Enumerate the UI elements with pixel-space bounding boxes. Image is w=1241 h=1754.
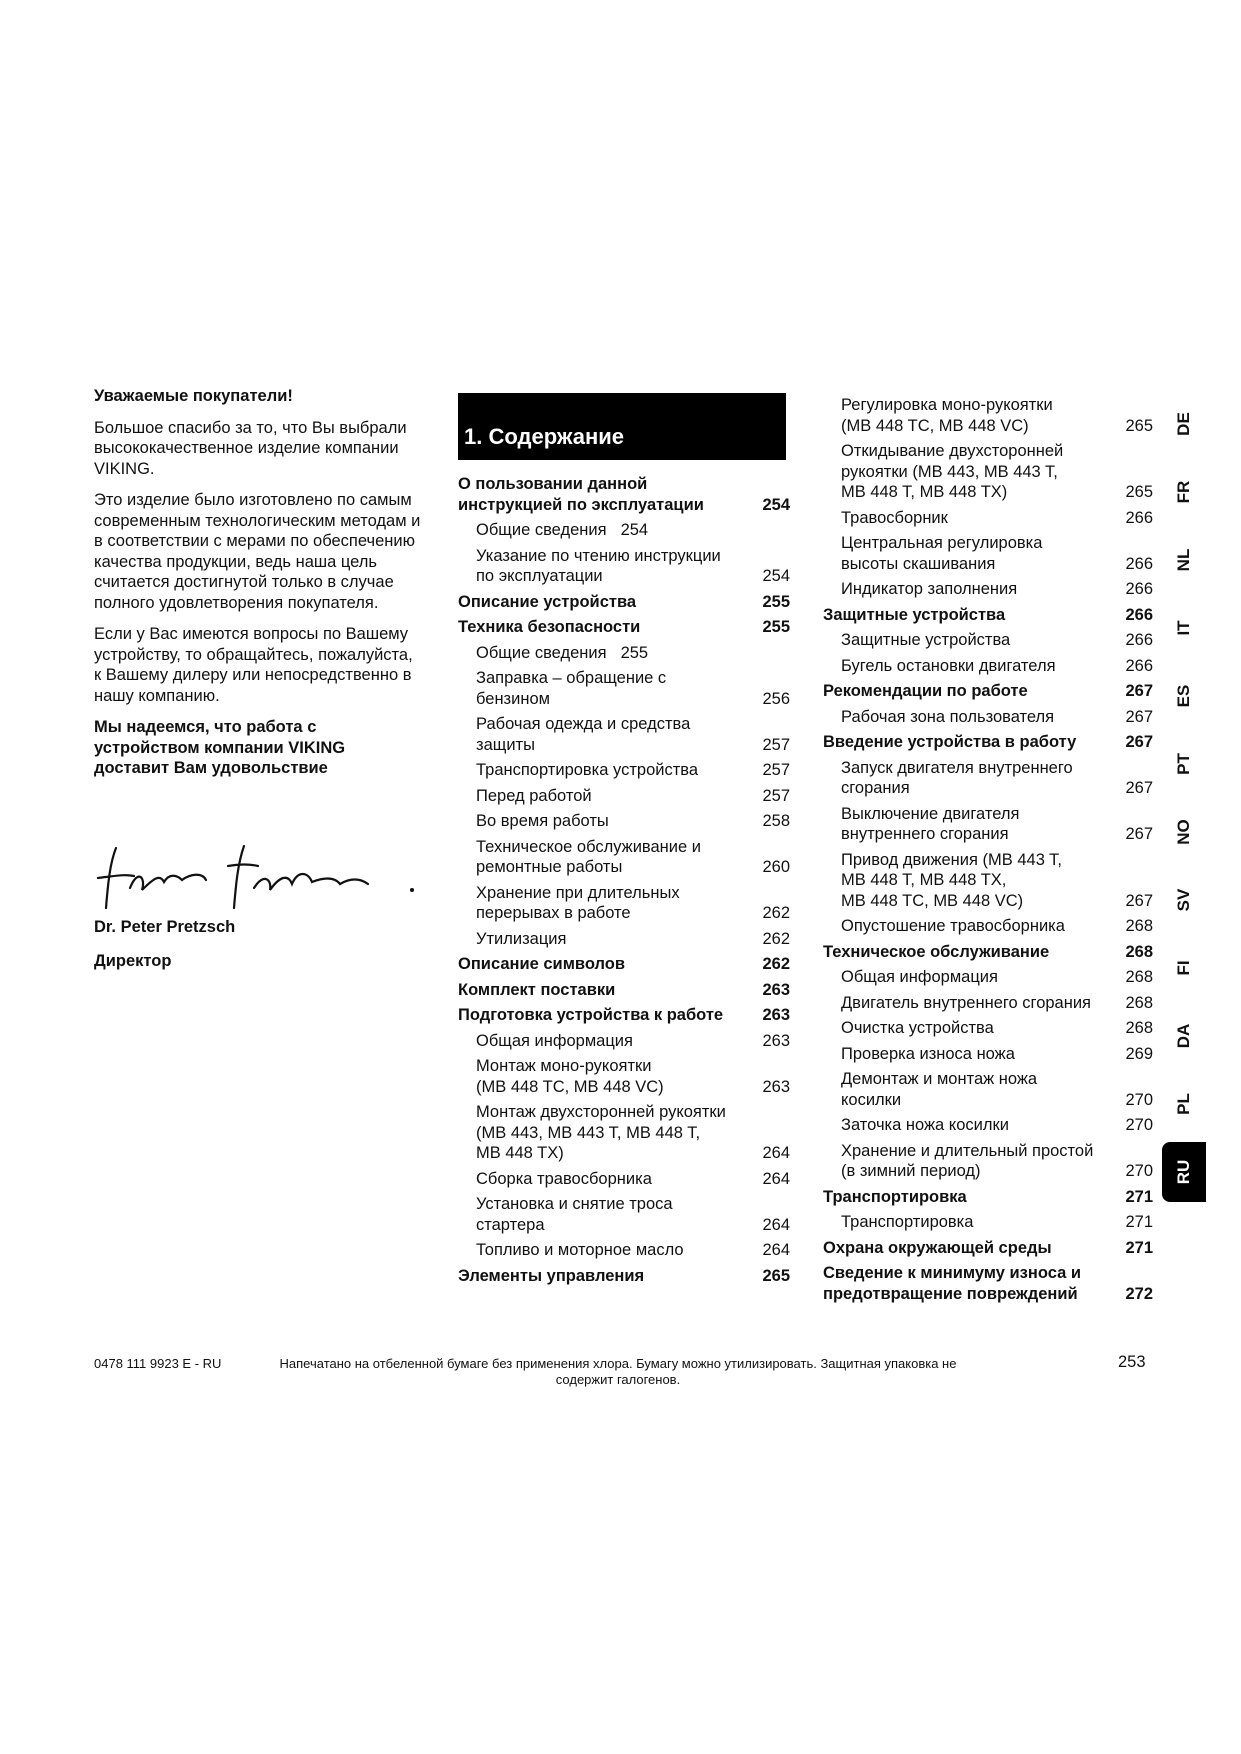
toc-entry-title: Выключение двигателя внутреннего сгорания [841,804,1020,843]
language-tab-label: DA [1174,1023,1193,1049]
document-code: 0478 111 9923 E - RU [94,1356,222,1371]
toc-entry-page: 267 [1125,779,1153,797]
toc-entry-title: Откидывание двухсторонней рукоятки (MB 443, MB 443 T, MB 448 T, MB 448 TX) [841,442,1064,501]
toc-entry-title: Перед работой [476,786,592,805]
toc-entry-title: Защитные устройства [823,605,1006,624]
toc-entry-page: 260 [762,858,790,876]
language-tab-label: RU [1174,1159,1193,1185]
language-tab-label: DE [1174,412,1193,436]
language-tab-label: SV [1174,888,1193,912]
toc-entry-title: Демонтаж и монтаж ножа косилки [841,1070,1038,1109]
language-tab-label: NO [1174,819,1193,845]
letter-paragraph: Если у Вас имеются вопросы по Вашему устройству, то обращайтесь, пожалуйста, к Вашему дилеру или непосредственно в нашу компанию. [94,625,413,705]
language-tab-no[interactable] [1162,798,1206,866]
toc-subsection[interactable] [823,758,1153,799]
toc-entry-title: Индикатор заполнения [841,580,1018,598]
toc-subsection[interactable] [823,993,1153,1014]
toc-subsection[interactable] [458,811,790,832]
toc-heading: 1. Содержание [464,424,624,449]
toc-section[interactable] [823,1238,1153,1259]
toc-entry-title: Опустошение травосборника [841,917,1065,935]
toc-column-right [823,395,1153,1309]
toc-entry-title: Рекомендации по работе [823,682,1028,700]
toc-entry-title: Техника безопасности [458,618,641,636]
toc-subsection[interactable] [458,520,790,541]
toc-subsection[interactable] [823,967,1153,988]
language-tab-label: FR [1174,480,1193,504]
letter-paragraph: Большое спасибо за то, что Вы выбрали высококачественное изделие компании VIKING. [94,418,407,478]
toc-entry-title: Хранение при длительных перерывах в работе [476,883,680,922]
toc-entry-page: 266 [1125,580,1153,598]
toc-entry-title: Очистка устройства [841,1019,994,1037]
toc-entry-page: 267 [1125,733,1153,751]
toc-subsection[interactable] [458,1169,790,1190]
toc-entry-title: Двигатель внутреннего сгорания [841,993,1091,1012]
toc-entry-page: 272 [1125,1284,1153,1303]
toc-entry-page: 270 [1125,1116,1153,1134]
toc-subsection[interactable] [823,395,1153,436]
toc-entry-title: Во время работы [476,812,609,830]
language-tab-fr[interactable] [1162,458,1206,526]
toc-subsection[interactable] [823,916,1153,937]
toc-subsection[interactable] [458,929,790,950]
toc-entry-title: Техническое обслуживание [823,942,1050,961]
letter [94,386,424,790]
toc-entry-page: 268 [1125,968,1153,986]
toc-section[interactable] [458,617,790,638]
toc-section[interactable] [458,980,790,1001]
toc-entry-title: Транспортировка [823,1187,967,1206]
toc-entry-title: Регулировка моно-рукоятки (MB 448 TC, MB 448 VC) [841,396,1053,435]
toc-entry-title: Транспортировка устройства [476,761,699,779]
toc-entry-page: 262 [762,904,790,922]
language-tab-label: FI [1174,960,1193,976]
toc-entry-title: Проверка износа ножа [841,1044,1015,1063]
toc-subsection[interactable] [458,668,790,709]
toc-subsection[interactable] [458,760,790,781]
toc-entry-title: Общая информация [841,968,998,986]
toc-entry-page: 268 [1125,942,1153,961]
letter-greeting: Уважаемые покупатели! [94,387,293,405]
toc-heading-block [458,393,786,460]
toc-entry-page: 256 [762,689,790,708]
toc-entry-title: Установка и снятие троса стартера [476,1195,673,1234]
toc-subsection[interactable] [823,579,1153,600]
toc-entry-page: 255 [762,618,790,636]
toc-section[interactable] [458,474,790,515]
language-tabs [1162,390,1206,1202]
language-tab-label: ES [1174,684,1193,708]
toc-subsection[interactable] [823,508,1153,529]
toc-subsection[interactable] [458,546,790,587]
toc-section[interactable] [823,732,1153,753]
toc-entry-page: 270 [1125,1090,1153,1109]
toc-entry-title: Подготовка устройства к работе [458,1006,724,1024]
language-tab-it[interactable] [1162,594,1206,662]
language-tab-label: PT [1174,753,1193,775]
toc-subsection[interactable] [458,1240,790,1261]
toc-entry-title: Сведение к минимуму износа и предотвращение повреждений [823,1264,1081,1303]
language-tab-da[interactable] [1162,1002,1206,1070]
toc-subsection[interactable] [823,1018,1153,1039]
toc-subsection[interactable] [458,643,790,664]
toc-entry-page: 271 [1125,1213,1153,1231]
toc-entry-title: Охрана окружающей среды [823,1238,1052,1257]
toc-entry-page: 271 [1125,1238,1153,1257]
toc-entry-title: Заточка ножа косилки [841,1116,1009,1134]
toc-entry-page: 255 [762,592,790,611]
toc-column-middle [458,474,790,1291]
toc-subsection[interactable] [823,850,1153,912]
toc-entry-page: 268 [1125,993,1153,1012]
toc-entry-page: 270 [1125,1162,1153,1180]
toc-entry-title: Хранение и длительный простой (в зимний период) [841,1141,1094,1180]
toc-entry-page: 255 [620,643,649,662]
toc-entry-title: Описание устройства [458,592,637,611]
toc-subsection[interactable] [823,533,1153,574]
toc-entry-title: Утилизация [476,929,567,948]
toc-entry-page: 271 [1125,1187,1153,1206]
language-tab-label: PL [1174,1093,1193,1115]
toc-subsection[interactable] [823,1212,1153,1233]
signature-image [94,838,434,918]
toc-entry-page: 269 [1125,1044,1153,1063]
toc-entry-title: Общие сведения [476,643,607,662]
toc-subsection[interactable] [823,707,1153,728]
toc-entry-page: 264 [762,1169,790,1188]
letter-closing: Мы надеемся, что работа с устройством компании VIKING доставит Вам удовольствие [94,718,346,777]
toc-entry-page: 258 [762,812,790,830]
toc-entry-page: 262 [762,929,790,948]
signer-title: Директор [94,952,172,970]
toc-entry-title: Техническое обслуживание и ремонтные работы [476,837,701,876]
toc-entry-title: Сборка травосборника [476,1169,652,1188]
toc-subsection[interactable] [458,1194,790,1235]
toc-subsection[interactable] [458,837,790,878]
toc-entry-page: 265 [762,1266,790,1285]
toc-entry-page: 263 [762,1077,790,1096]
letter-paragraph: Это изделие было изготовлено по самым современным технологическим методам и в соответствии с мерами по обеспечению качества продукции, ведь наша цель считается достигнутой только в случае полного удовлетворения покупателя. [94,491,421,612]
language-tab-sv[interactable] [1162,866,1206,934]
toc-entry-page: 262 [762,955,790,973]
toc-entry-title: Описание символов [458,955,625,973]
toc-subsection[interactable] [458,714,790,755]
toc-entry-title: Защитные устройства [841,631,1011,649]
toc-subsection[interactable] [458,1056,790,1097]
toc-entry-page: 257 [762,735,790,754]
toc-entry-page: 266 [1125,554,1153,573]
toc-entry-page: 257 [762,786,790,805]
toc-section[interactable] [823,1263,1153,1304]
toc-subsection[interactable] [458,1031,790,1052]
toc-section[interactable] [823,942,1153,963]
toc-entry-page: 268 [1125,917,1153,935]
toc-entry-page: 264 [762,1144,790,1162]
toc-entry-page: 267 [1125,682,1153,700]
toc-subsection[interactable] [458,883,790,924]
toc-entry-title: Привод движения (MB 443 T, MB 448 T, MB 448 TX, MB 448 TC, MB 448 VC) [841,850,1063,910]
toc-subsection[interactable] [823,1069,1153,1110]
toc-entry-page: 263 [762,980,790,999]
toc-section[interactable] [823,1187,1153,1208]
page-number: 253 [1118,1353,1146,1371]
toc-entry-page: 268 [1125,1019,1153,1037]
toc-subsection[interactable] [823,656,1153,677]
toc-entry-page: 267 [1125,891,1153,910]
toc-subsection[interactable] [458,786,790,807]
language-tab-pt[interactable] [1162,730,1206,798]
toc-entry-title: Транспортировка [841,1213,974,1231]
toc-entry-page: 267 [1125,707,1153,726]
toc-entry-title: Монтаж двухсторонней рукоятки (MB 443, MB 443 T, MB 448 T, MB 448 TX) [476,1103,726,1162]
toc-entry-page: 264 [762,1215,790,1234]
toc-entry-title: Общие сведения [476,521,607,539]
toc-entry-page: 266 [1125,605,1153,624]
toc-section[interactable] [458,954,790,975]
toc-section[interactable] [823,681,1153,702]
language-tab-label: NL [1174,548,1193,572]
toc-section[interactable] [458,1266,790,1287]
language-tab-nl[interactable] [1162,526,1206,594]
toc-entry-page: 265 [1125,483,1153,501]
toc-entry-title: Рабочая одежда и средства защиты [476,715,691,754]
language-tab-pl[interactable] [1162,1070,1206,1138]
toc-entry-page: 263 [762,1031,790,1050]
toc-subsection[interactable] [458,1102,790,1164]
toc-subsection[interactable] [823,1141,1153,1182]
toc-entry-page: 266 [1125,631,1153,649]
toc-subsection[interactable] [823,1044,1153,1065]
signer-name: Dr. Peter Pretzsch [94,918,236,936]
toc-subsection[interactable] [823,804,1153,845]
toc-section[interactable] [458,1005,790,1026]
language-tab-fi[interactable] [1162,934,1206,1002]
toc-entry-page: 264 [762,1241,790,1259]
toc-entry-title: Элементы управления [458,1266,645,1285]
toc-entry-title: Общая информация [476,1031,633,1050]
toc-entry-page: 254 [620,521,649,539]
toc-entry-title: Бугель остановки двигателя [841,656,1056,675]
toc-subsection[interactable] [823,1115,1153,1136]
toc-entry-title: Центральная регулировка высоты скашивания [841,534,1043,573]
toc-entry-title: Травосборник [841,508,948,527]
language-tab-label: IT [1174,620,1193,636]
toc-entry-title: Указание по чтению инструкции по эксплуатации [476,546,721,585]
toc-section[interactable] [458,592,790,613]
toc-entry-page: 254 [762,495,790,514]
toc-entry-page: 254 [762,567,790,585]
toc-entry-title: Топливо и моторное масло [476,1241,684,1259]
toc-subsection[interactable] [823,630,1153,651]
toc-entry-page: 267 [1125,825,1153,843]
language-tab-de[interactable] [1162,390,1206,458]
toc-entry-page: 266 [1125,656,1153,675]
toc-entry-title: Комплект поставки [458,980,616,999]
toc-entry-page: 265 [1125,416,1153,435]
toc-entry-page: 266 [1125,508,1153,527]
toc-subsection[interactable] [823,441,1153,503]
toc-entry-title: Запуск двигателя внутреннего сгорания [841,758,1073,797]
toc-entry-title: О пользовании данной инструкцией по эксплуатации [458,475,704,514]
toc-entry-title: Монтаж моно-рукоятки (MB 448 TC, MB 448 VC) [476,1057,664,1096]
toc-entry-page: 263 [762,1006,790,1024]
language-tab-es[interactable] [1162,662,1206,730]
toc-entry-title: Заправка – обращение с бензином [476,669,667,708]
toc-entry-title: Введение устройства в работу [823,733,1077,751]
toc-section[interactable] [823,605,1153,626]
toc-entry-title: Рабочая зона пользователя [841,707,1055,726]
toc-entry-page: 257 [762,761,790,779]
language-tab-ru[interactable] [1162,1142,1206,1202]
footer-note: Напечатано на отбеленной бумаге без применения хлора. Бумагу можно утилизировать. Защитная упаковка не содержит галогенов. [279,1356,957,1387]
